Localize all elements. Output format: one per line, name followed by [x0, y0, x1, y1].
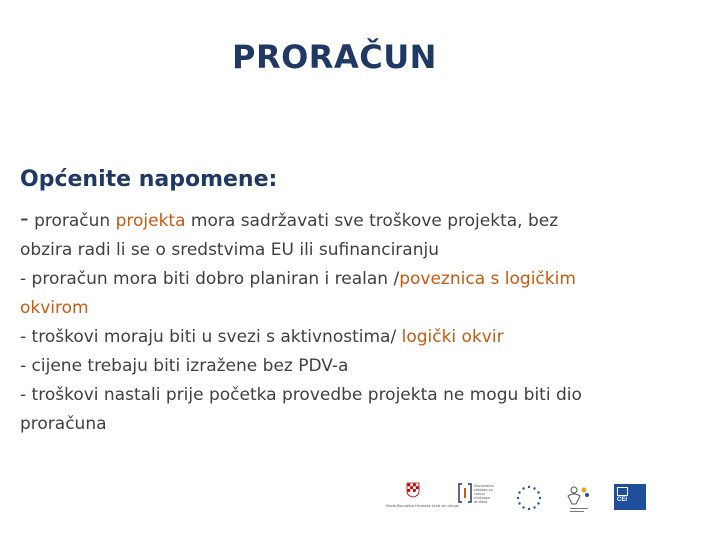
note-text: - proračun mora biti dobro planiran i realan /	[20, 269, 400, 289]
coat-of-arms-icon	[406, 482, 420, 498]
highlight-projekta: projekta	[115, 211, 186, 231]
bullet-dash: -	[20, 204, 29, 232]
notes-body	[20, 204, 700, 439]
cei-label: CEI	[617, 497, 628, 503]
cei-square-icon	[617, 487, 628, 496]
cei-logo	[614, 484, 646, 510]
government-logo	[386, 482, 459, 508]
footer-logos	[0, 478, 720, 528]
section-heading: Općenite napomene:	[20, 167, 278, 192]
note-text: mora sadržavati sve troškove projekta, bez	[185, 211, 559, 231]
page-title: PRORAČUN	[232, 38, 437, 76]
note-line-5	[20, 323, 700, 352]
note-line-8: proračuna	[20, 414, 107, 434]
note-text: - troškovi moraju biti u svezi s aktivnostima/	[20, 327, 402, 347]
note-line-2: obzira radi li se o sredstvima EU ili sufinanciranju	[20, 240, 439, 260]
note-text: proračun	[28, 211, 116, 231]
bracket-icon	[458, 482, 472, 504]
nacionalna-zaklada-text: Nacionalna zaklada za razvoj civilnoga društva	[474, 484, 494, 504]
note-line-3	[20, 265, 700, 294]
partner-figure-logo	[562, 482, 596, 516]
note-line-6: - cijene trebaju biti izražene bez PDV-a	[20, 356, 349, 376]
eu-stars-icon	[514, 484, 544, 512]
highlight-poveznica: poveznica s logičkim	[399, 269, 576, 289]
note-line-1	[20, 204, 700, 236]
note-line-7: - troškovi nastali prije početka provedbe projekta ne mogu biti dio	[20, 385, 582, 405]
government-logo-text: Vlada Republike Hrvatske Ured za udruge	[386, 504, 459, 508]
highlight-okvirom: okvirom	[20, 298, 89, 318]
eu-flag-logo	[514, 484, 544, 512]
figure-icon	[562, 482, 596, 516]
note-line-4	[20, 294, 700, 323]
highlight-logicki-okvir: logički okvir	[401, 327, 504, 347]
